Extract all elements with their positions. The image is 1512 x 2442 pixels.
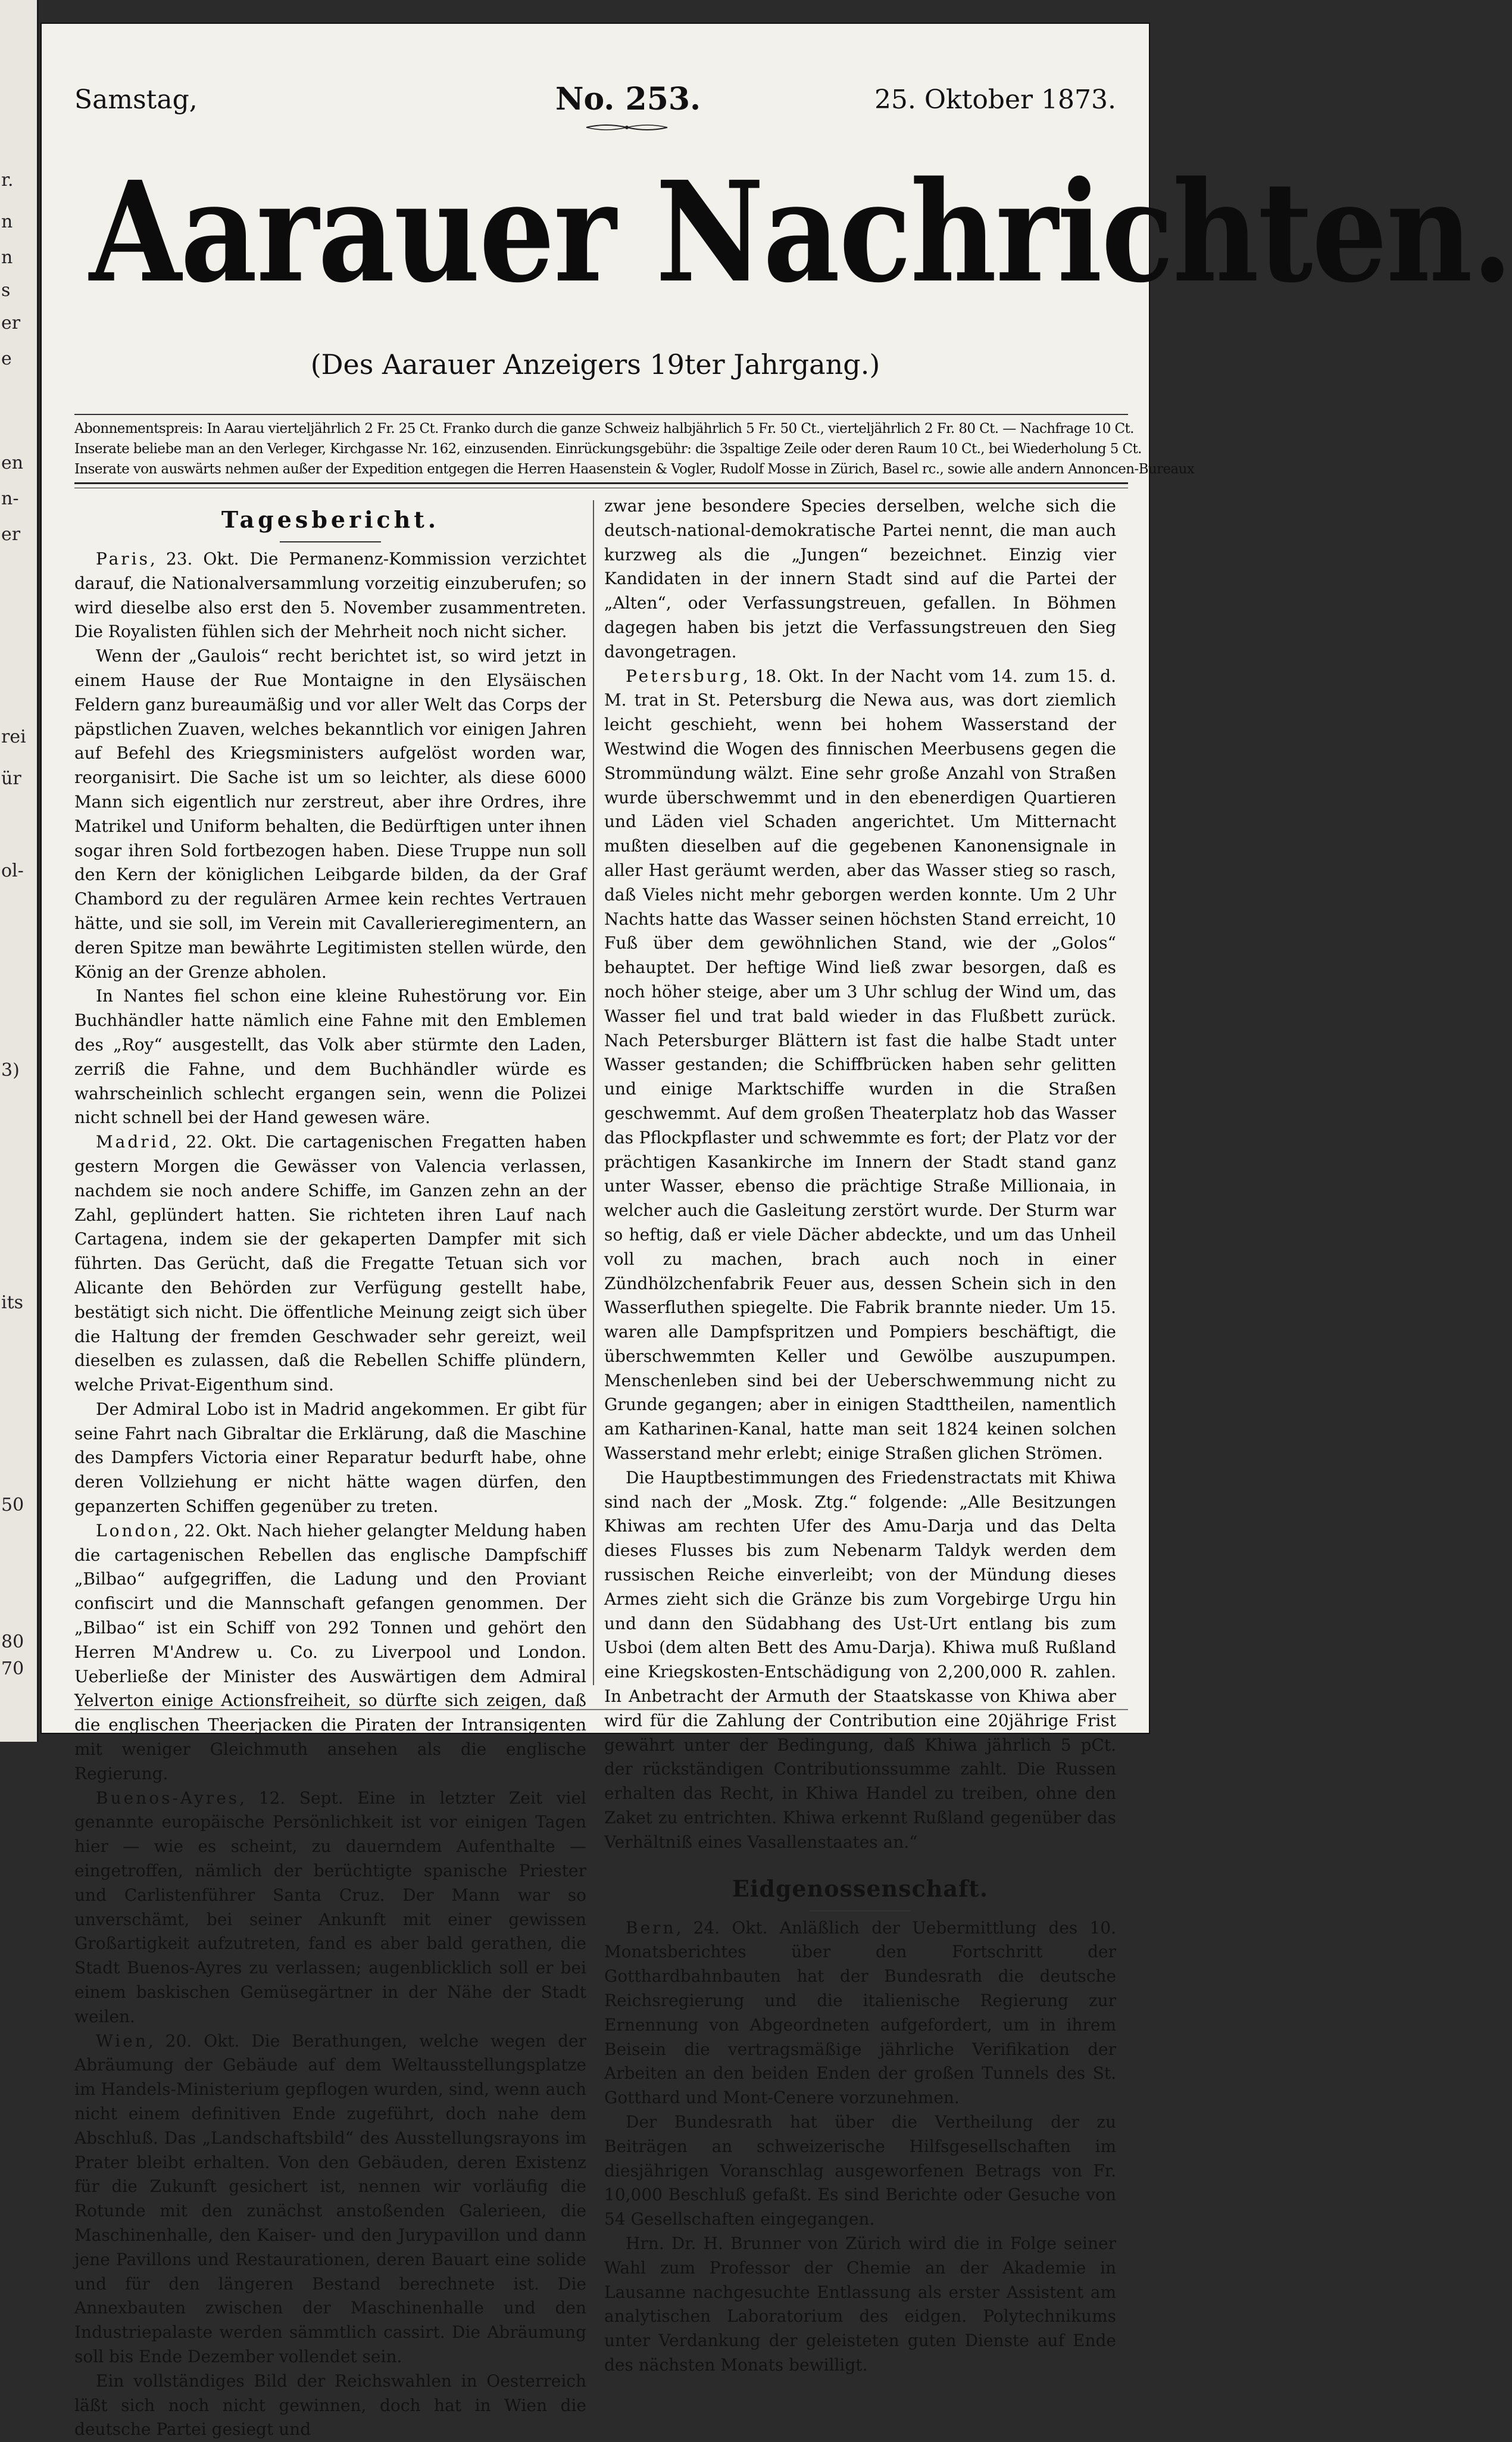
article-paragraph	[74, 984, 586, 1130]
article-text: Ein vollständiges Bild der Reichswahlen in Oesterreich läßt sich noch nicht gewinnen, doch hat in Wien die deutsche Partei gesiegt und	[74, 2371, 586, 2440]
article-dateline: Buenos-Ayres	[96, 1788, 240, 1808]
article-dateline: Paris	[96, 549, 150, 569]
article-paragraph	[604, 1466, 1116, 1855]
article-dateline: London	[96, 1520, 174, 1540]
previous-page-fragment: 3)	[1, 1060, 20, 1081]
right-column-articles-eidgenossenschaft	[604, 1916, 1116, 2378]
article-paragraph	[74, 644, 586, 984]
newspaper-subtitle: (Des Aarauer Anzeigers 19ter Jahrgang.)	[310, 348, 880, 381]
right-column	[604, 494, 1116, 2375]
previous-page-fragment: rei	[1, 726, 26, 747]
newspaper-page	[42, 24, 1512, 2440]
article-paragraph	[74, 2369, 586, 2442]
newspaper-title: Aarauer Nachrichten.	[89, 151, 1512, 313]
previous-page-fragment: its	[1, 1292, 24, 1313]
article-paragraph	[74, 1519, 586, 1786]
article-text: Der Admiral Lobo ist in Madrid angekommen. Er gibt für seine Fahrt nach Gibraltar die Erklärung, daß die Maschine des Dampfers Victoria einer Reparatur bedurft habe, ohne deren Vollziehung er nicht hätte wagen dürfen, den gepanzerten Schiffen gegenüber zu treten.	[74, 1399, 586, 1517]
article-paragraph	[74, 2029, 586, 2369]
article-text: Hrn. Dr. H. Brunner von Zürich wird die in Folge seiner Wahl zum Professor der Chemie an der Akademie in Lausanne nachgesuchte Entlassung als erster Assistent am analytischen Laboratorium des eidgen. Polytechnikums unter Verdankung der geleisteten guten Dienste auf Ende des nächsten Monats bewilligt.	[604, 2233, 1116, 2375]
article-text: Der Bundesrath hat über die Vertheilung der zu Beiträgen an schweizerische Hilfsgesellschaften im diesjährigen Voranschlag ausgeworfenen Betrags von Fr. 10,000 Beschluß gefaßt. Es sind Berichte oder Gesuche von 54 Gesellschaften eingegangen.	[604, 2112, 1116, 2229]
previous-page-fragment: ol-	[1, 860, 24, 881]
article-paragraph	[74, 1786, 586, 2029]
previous-page-fragment: e	[1, 348, 12, 369]
previous-page-fragment: 80	[1, 1632, 24, 1652]
article-paragraph	[74, 1130, 586, 1398]
previous-page-fragment: er	[1, 313, 21, 333]
article-text: Wenn der „Gaulois“ recht berichtet ist, so wird jetzt in einem Hause der Rue Montaigne in den Elysäischen Feldern ganz bureaumäßig und vor aller Welt das Corps der päpstlichen Zuaven, welches bekanntlich vor einigen Jahren auf Befehl des Kriegsministers aufgelöst worden war, reorganisirt. Die Sache ist um so leichter, als diese 6000 Mann sich eigentlich nur zerstreut, aber ihre Ordres, ihre Matrikel und Uniform behalten, die Bedürftigen unter ihnen sogar ihren Sold fortbezogen haben. Diese Truppe nun soll den Kern der königlichen Leibgarde bilden, da der Graf Chambord zu der regulären Armee kein rechtes Vertrauen hätte, und sie soll, im Verein mit Cavallerieregimentern, an deren Spitze man bewährte Legitimisten stellen würde, den König an der Grenze abholen.	[74, 646, 586, 982]
subscription-line: Inserate von auswärts nehmen außer der Expedition entgegen die Herren Haasenstein & Vogler, Rudolf Mosse in Zürich, Basel rc., sowie alle andern Annoncen-Bureaux	[74, 461, 1195, 477]
article-paragraph	[604, 2232, 1116, 2378]
article-text: , 22. Okt. Nach hieher gelangter Meldung haben die cartagenischen Rebellen das englische Dampfschiff „Bilbao“ aufgegriffen, die Ladung und den Proviant confiscirt und die Mannschaft gefangen genommen. Der „Bilbao“ ist ein Schiff von 292 Tonnen und gehört den Herren M'Andrew u. Co. zu Liverpool und London. Ueberließe der Minister des Auswärtigen dem Admiral Yelverton einige Actionsfreiheit, so dürfte sich zeigen, daß die englischen Theerjacken die Piraten der Intransigenten mit weniger Gleichmuth ansehen als die englische Regierung.	[74, 1520, 586, 1783]
previous-page-fragment: 50	[1, 1495, 24, 1515]
article-text: , 22. Okt. Die cartagenischen Fregatten haben gestern Morgen die Gewässer von Valencia verlassen, nachdem sie noch andere Schiffe, im Ganzen zehn an der Zahl, geplündert hatten. Sie richteten ihren Lauf nach Cartagena, indem sie der gekaperten Dampfer mit sich führten. Das Gerücht, daß die Fregatte Tetuan sich vor Alicante den Behörden zur Verfügung gestellt habe, bestätigt sich nicht. Die öffentliche Meinung zeigt sich über die Haltung der fremden Geschwader sehr gereizt, weil dieselben es zulassen, daß die Rebellen Schiffe plündern, welche Privat-Eigenthum sind.	[74, 1132, 586, 1395]
article-text: , 12. Sept. Eine in letzter Zeit viel genannte europäische Persönlichkeit ist vor einigen Tagen hier — wie es scheint, zu dauerndem Aufenthalte — eingetroffen, nämlich der berüchtigte spanische Priester und Carlistenführer Santa Cruz. Der Mann war so unverschämt, bei seiner Ankunft mit einer gewissen Großartigkeit aufzutreten, fand es aber bald gerathen, die Stadt Buenos-Ayres zu verlassen; augenblicklich soll er bei einem baskischen Gemüsegärtner in der Nähe der Stadt weilen.	[74, 1788, 586, 2026]
article-continuation: zwar jene besondere Species derselben, welche sich die deutsch-national-demokratische Partei nennt, die man auch kurzweg als die „Jungen“ bezeichnet. Einzig vier Kandidaten in der innern Stadt sind auf die Partei der „Alten“, oder Verfassungstreuen, gefallen. In Böhmen dagegen haben bis jetzt die Verfassungstreuen den Sieg davongetragen.	[604, 496, 1116, 662]
article-text: Die Hauptbestimmungen des Friedenstractats mit Khiwa sind nach der „Mosk. Ztg.“ folgende: „Alle Besitzungen Khiwas am rechten Ufer des Amu-Darja und das Delta dieses Flusses bis zum Nebenarm Taldyk werden dem russischen Reiche einverleibt; von der Mündung dieses Armes zieht sich die Gränze bis zum Vorgebirge Urgu hin und dann den Südabhang des Ust-Urt entlang bis zum Usboi (dem alten Bett des Amu-Darja). Khiwa muß Rußland eine Kriegskosten-Entschädigung von 2,200,000 R. zahlen. In Anbetracht der Armuth der Staatskasse von Khiwa aber wird für die Zahlung der Contribution eine 20jährige Frist gewährt unter der Bedingung, daß Khiwa jährlich 5 pCt. der rückständigen Contributionssumme zahlt. Die Russen erhalten das Recht, in Khiwa Handel zu treiben, ohne den Zaket zu entrichten. Khiwa erkennt Rußland gegenüber das Verhältniß eines Vasallenstaates an.“	[604, 1467, 1116, 1852]
section-title-eidgenossenschaft: Eidgenossenschaft.	[732, 1875, 989, 1902]
subscription-line: Inserate beliebe man an den Verleger, Kirchgasse Nr. 162, einzusenden. Einrückungsgebühr: die 3spaltige Zeile oder deren Raum 10 Ct., bei Wiederholung 5 Ct.	[74, 441, 1142, 457]
previous-page-fragment: r.	[1, 170, 14, 191]
article-paragraph	[604, 665, 1116, 1466]
previous-page-fragment: n	[1, 211, 13, 232]
previous-page-fragment: n	[1, 247, 13, 268]
previous-page-fragment: er	[1, 524, 21, 545]
previous-page-fragment: n-	[1, 488, 19, 509]
section-title-tagesbericht: Tagesbericht.	[221, 506, 440, 533]
article-text: , 24. Okt. Anläßlich der Uebermittlung des 10. Monatsberichtes über den Fortschritt der Gotthardbahnbauten hat der Bundesrath die deutsche Reichsregierung und die italienische Regierung zur Ernennung von Abgeordneten aufgefordert, um in ihrem Beisein die vertragsmäßige jährliche Verifikation der Arbeiten an den beiden Enden der großen Tunnels des St. Gotthard und Mont-Cenere vorzunehmen.	[604, 1917, 1116, 2108]
previous-page-fragment: en	[1, 453, 24, 473]
article-paragraph	[74, 1398, 586, 1519]
article-text: , 23. Okt. Die Permanenz-Kommission verzichtet darauf, die Nationalversammlung vorzeitig einzuberufen; so wird dieselbe also erst den 5. November zusammentreten. Die Royalisten fühlen sich der Mehrheit noch nicht sicher.	[74, 549, 586, 642]
right-column-articles	[604, 665, 1116, 1855]
issue-day: Samstag,	[74, 85, 198, 115]
section-rule	[810, 1910, 911, 1911]
bottom-rule	[74, 1709, 1128, 1710]
masthead-row	[74, 81, 1116, 132]
article-text: , 18. Okt. In der Nacht vom 14. zum 15. d. M. trat in St. Petersburg die Newa aus, was dort ziemlich leicht geschieht, wenn bei hohem Wasserstand der Westwind die Wogen des finnischen Meerbusens gegen die Strommündung wälzt. Eine sehr große Anzahl von Straßen wurde überschwemmt und in den ebenerdigen Quartieren und Läden viel Schaden angerichtet. Um Mitternacht mußten dieselben auf die gegebenen Kanonensignale in aller Hast geräumt werden, aber das Wasser stieg so rasch, daß Vieles nicht mehr geborgen werden konnte. Um 2 Uhr Nachts hatte das Wasser seinen höchsten Stand erreicht, 10 Fuß über dem gewöhnlichen Stand, wie der „Golos“ behauptet. Der heftige Wind ließ zwar besorgen, daß es noch höher steige, aber um 3 Uhr schlug der Wind um, das Wasser fiel und trat bald wieder in das Flußbett zurück. Nach Petersburger Blättern ist fast die halbe Stadt unter Wasser gestanden; die Schiffbrücken haben sehr gelitten und einige Marktschiffe wurden in die Straßen geschwemmt. Auf dem großen Theaterplatz hob das Wasser das Pflockpflaster und schwemmte es fort; der Platz vor der prächtigen Kasankirche im Innern der Stadt stand ganz unter Wasser, ebenso die prächtige Straße Millionaia, in welcher auch die Gasleitung zerstört wurde. Der Sturm war so heftig, daß er viele Dächer abdeckte, und um das Unheil voll zu machen, brach auch noch in einer Zündhölzchenfabrik Feuer aus, dessen Schein sich in den Wasserfluthen spiegelte. Die Fabrik brannte nieder. Um 15. waren alle Dampfspritzen und Pompiers beschäftigt, die überschwemmten Keller und Gewölbe auszupumpen. Menschenleben sind bei der Ueberschwemmung nicht zu Grunde gegangen; aber in einigen Stadttheilen, namentlich am Katharinen-Kanal, hatte man seit 1824 keinen solchen Wasserstand mehr erlebt; einige Straßen glichen Strömen.	[604, 666, 1116, 1464]
previous-page-edge	[0, 0, 39, 1742]
previous-page-fragment: ür	[1, 768, 21, 789]
left-column	[74, 494, 586, 2440]
previous-page-fragment: s	[1, 280, 11, 301]
flourish-ornament	[585, 123, 668, 132]
article-text: In Nantes fiel schon eine kleine Ruhestörung vor. Ein Buchhändler hatte nämlich eine Fahne mit den Emblemen des „Roy“ ausgestellt, das Volk aber stürmte den Laden, zerriß die Fahne, und dem Buchhändler würde es wahrscheinlich schlecht ergangen sein, wenn die Polizei nicht schnell bei der Hand gewesen wäre.	[74, 986, 586, 1128]
article-dateline: Wien	[96, 2031, 148, 2051]
article-paragraph	[604, 2110, 1116, 2232]
subscription-info	[74, 414, 1195, 479]
left-column-articles	[74, 547, 586, 2442]
section-rule	[280, 541, 381, 542]
issue-number: No. 253.	[555, 81, 701, 117]
article-dateline: Bern	[626, 1917, 676, 1938]
issue-date: 25. Oktober 1873.	[874, 85, 1116, 115]
subscription-line: Abonnementspreis: In Aarau vierteljährlich 2 Fr. 25 Ct. Franko durch die ganze Schweiz halbjährlich 5 Fr. 50 Ct., vierteljährlich 2 Fr. 80 Ct. — Nachfrage 10 Ct.	[74, 421, 1134, 436]
previous-page-fragment: 70	[1, 1658, 24, 1679]
header-divider	[74, 482, 1128, 488]
article-paragraph	[74, 547, 586, 644]
article-paragraph	[604, 1916, 1116, 2110]
column-divider	[593, 500, 594, 1685]
article-dateline: Madrid	[96, 1132, 172, 1152]
article-dateline: Petersburg	[626, 666, 743, 686]
article-text: , 20. Okt. Die Berathungen, welche wegen der Abräumung der Gebäude auf dem Weltausstellungsplatze im Handels-Ministerium gepflogen wurden, sind, wenn auch nicht einem definitiven Ende zugeführt, doch nahe dem Abschluß. Das „Landschaftsbild“ des Ausstellungsrayons im Prater bleibt erhalten. Von den Gebäuden, deren Existenz für die Zukunft gesichert ist, nennen wir vorläufig die Rotunde mit den zunächst anstoßenden Galerieen, die Maschinenhalle, den Kaiser- und den Jurypavillon und dann jene Pavillons und Restaurationen, deren Bauart eine solide und für den längeren Bestand berechnete ist. Die Annexbauten zwischen der Maschinenhalle und den Industriepalaste werden sämmtlich cassirt. Die Abräumung soll bis Ende Dezember vollendet sein.	[74, 2031, 586, 2366]
